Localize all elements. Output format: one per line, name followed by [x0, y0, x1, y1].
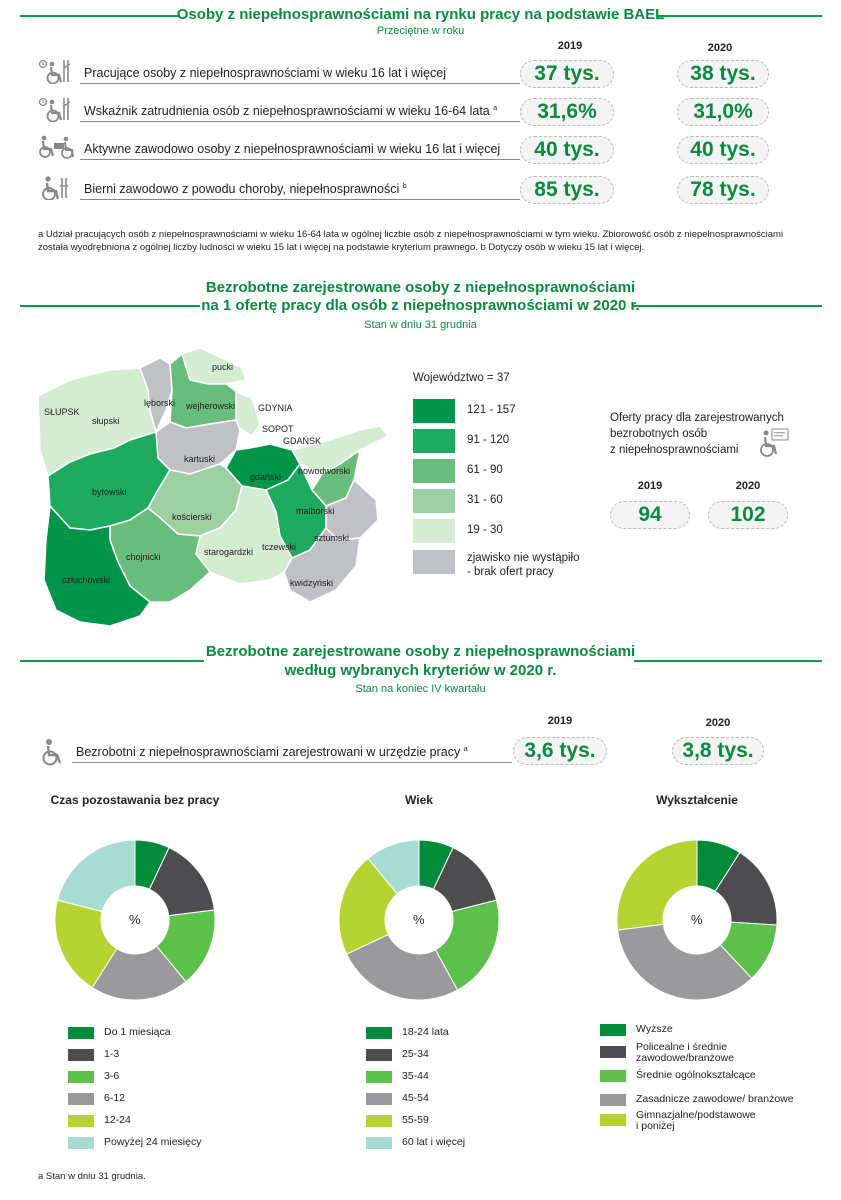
section1-row-underline: [80, 199, 520, 200]
map-legend-swatch: [413, 399, 455, 423]
map-label-nowodworski: nowodworski: [298, 466, 351, 476]
donut-legend-swatch: [600, 1070, 626, 1082]
section1-value-2020: 40 tys.: [677, 136, 769, 164]
map-label-czluchowski: człuchowski: [62, 575, 111, 585]
donut-title: Czas pozostawania bez pracy: [50, 793, 220, 807]
donut-legend-label: 60 lat i więcej: [402, 1136, 466, 1148]
donut-legend-label: Wyższe: [636, 1023, 673, 1035]
map-label-gdanski: gdański: [250, 472, 282, 482]
donut-legend-swatch: [366, 1049, 392, 1061]
inactive-wheelchair-icon: [38, 174, 74, 200]
section1-row-label: [84, 182, 407, 196]
section1-row-label: [84, 66, 446, 80]
map-legend-label: 19 - 30: [467, 524, 503, 536]
map-legend-label: 121 - 157: [467, 404, 516, 416]
section1-value-2020: 38 tys.: [677, 60, 769, 88]
employment-rate-icon: [38, 96, 74, 122]
section1-row-underline: [80, 121, 520, 122]
section3-subtitle: Stan na koniec IV kwartału: [355, 683, 486, 695]
donut-legend-swatch: [68, 1071, 94, 1083]
map-label-wejherowski: wejherowski: [186, 401, 236, 411]
donut-legend-label: 3-6: [104, 1070, 120, 1082]
donut-legend-swatch: [366, 1137, 392, 1149]
section1-footnote: [38, 228, 828, 254]
offers-year-2019: 2019: [637, 480, 663, 492]
donut-legend-swatch: [366, 1115, 392, 1127]
pomorskie-map: [30, 340, 390, 630]
map-legend-na-line2: - brak ofert pracy: [467, 566, 554, 578]
section1-value-2019: 40 tys.: [520, 136, 614, 164]
map-label-kwidzynski: kwidzyński: [290, 578, 334, 588]
donut-legend-swatch: [68, 1049, 94, 1061]
section1-value-2019: 85 tys.: [520, 176, 614, 204]
map-legend-swatch: [413, 459, 455, 483]
section1-year-2019: 2019: [557, 40, 583, 52]
section3-title-line1: Bezrobotne zarejestrowane osoby z niepełnosprawnościami: [205, 643, 636, 660]
donut-legend-label: 1-3: [104, 1048, 120, 1060]
map-label-sopot: SOPOT: [262, 424, 294, 434]
map-label-gdynia: GDYNIA: [258, 403, 293, 413]
map-label-malborski: malborski: [296, 506, 335, 516]
section1-row-label: [84, 104, 497, 118]
donut-legend-swatch: [366, 1071, 392, 1083]
donut-legend-label: Do 1 miesiąca: [104, 1026, 171, 1038]
map-legend-swatch: [413, 519, 455, 543]
map-label-leborski: lęborski: [144, 398, 176, 408]
section1-value-2019: 31,6%: [520, 98, 614, 126]
donut-legend-label: 6-12: [104, 1092, 126, 1104]
unemployed-wheelchair-icon: [40, 738, 66, 766]
map-legend-na-line1: zjawisko nie wystąpiło: [467, 552, 580, 564]
section1-row-underline: [80, 159, 520, 160]
donut-legend-swatch: [68, 1027, 94, 1039]
section1-year-2020: 2020: [707, 42, 733, 54]
donut-legend-swatch: [68, 1093, 94, 1105]
section2-subtitle: Stan w dniu 31 grudnia: [364, 319, 477, 331]
donut-legend-label: 45-54: [402, 1092, 429, 1104]
section1-footnote-line1: a Udział pracujących osób z niepełnosprawnościami w wieku 16-64 lata w ogólnej liczbie osób z niepełnosprawnościami w tym wieku. Zbiorowość osób z niepełnosprawnościami: [38, 229, 784, 240]
offers-caption-line1: Oferty pracy dla zarejestrowanych: [610, 412, 784, 424]
section2-title-line2: na 1 ofertę pracy dla osób z niepełnosprawnościami w 2020 r.: [201, 297, 640, 314]
donut-legend-swatch: [68, 1137, 94, 1149]
map-legend-swatch: [413, 429, 455, 453]
unemployed-row-sup: a: [463, 745, 468, 753]
offers-year-2020: 2020: [735, 480, 761, 492]
section1-row-underline: [80, 83, 520, 84]
donut-legend-label: Policealne i średnie zawodowe/branżowe: [636, 1041, 735, 1064]
section1-footnote-line2: została wyodrębniona z ogólnej liczby ludności w wieku 15 lat i więcej na podstawie kryterium prawnego. b Dotyczy osób w wieku 15 lat i więcej.: [38, 242, 645, 253]
section1-row-label-text: Wskaźnik zatrudnienia osób z niepełnosprawnościami w wieku 16-64 lata: [84, 104, 490, 118]
donut-legend-label: Średnie ogólnokształcące: [636, 1069, 756, 1081]
donut-legend-label: 18-24 lata: [402, 1026, 449, 1038]
section1-row-label-text: Aktywne zawodowo osoby z niepełnosprawnościami w wieku 16 lat i więcej: [84, 142, 501, 156]
section3-footnote: a Stan w dniu 31 grudnia.: [38, 1171, 146, 1182]
map-label-tczewski: tczewski: [262, 542, 297, 552]
offers-caption-line2: bezrobotnych osób: [610, 428, 708, 440]
donut-center-label: %: [691, 912, 703, 927]
donut-legend-swatch: [600, 1114, 626, 1126]
donut-slice: [58, 840, 135, 912]
donut-center-label: %: [413, 912, 425, 927]
offers-value-2019: 94: [610, 501, 690, 529]
map-label-koscierski: kościerski: [172, 512, 212, 522]
map-label-chojnicki: chojnicki: [126, 552, 161, 562]
donut-slice: [617, 840, 697, 930]
offers-value-2020: 102: [708, 501, 788, 529]
donut-legend-label: 12-24: [104, 1114, 131, 1126]
map-label-slupsk: SŁUPSK: [44, 407, 80, 417]
map-voivodeship-value: Województwo = 37: [413, 372, 510, 384]
donut-title: Wiek: [405, 793, 433, 807]
map-label-kartuski: kartuski: [184, 454, 216, 464]
offers-caption-line3: z niepełnosprawnościami: [610, 444, 739, 456]
section3-year-2019: 2019: [547, 715, 573, 727]
section1-row-sup: b: [402, 182, 407, 190]
donut-legend-swatch: [366, 1027, 392, 1039]
unemployed-value-2019: 3,6 tys.: [513, 737, 607, 765]
donut-center-label: %: [129, 912, 141, 927]
section2-title-line1: Bezrobotne zarejestrowane osoby z niepełnosprawnościami: [205, 279, 636, 296]
donut-legend-swatch: [600, 1024, 626, 1036]
section1-title: Osoby z niepełnosprawnościami na rynku pracy na podstawie BAEL: [176, 6, 665, 23]
map-legend-label: 91 - 120: [467, 434, 510, 446]
donut-legend-label: 55-59: [402, 1114, 429, 1126]
section1-value-2020: 78 tys.: [677, 176, 769, 204]
donut-legend-label: 35-44: [402, 1070, 429, 1082]
unemployed-value-2020: 3,8 tys.: [672, 737, 764, 765]
donut-legend-swatch: [68, 1115, 94, 1127]
donut-legend-label: Gimnazjalne/podstawowe i poniżej: [636, 1109, 756, 1132]
section1-value-2019: 37 tys.: [520, 60, 614, 88]
map-legend-label: 61 - 90: [467, 464, 503, 476]
map-legend-label: 31 - 60: [467, 494, 503, 506]
map-label-gdansk: GDAŃSK: [283, 436, 322, 446]
unemployed-row-underline: [72, 762, 512, 763]
section1-row-sup: a: [493, 104, 498, 112]
unemployed-row-label: [76, 745, 468, 759]
donut-legend-label: 25-34: [402, 1048, 429, 1060]
map-label-bytowski: bytowski: [92, 487, 127, 497]
working-wheelchair-icon: [38, 58, 74, 84]
wheelchair-offers-icon: [758, 428, 790, 458]
section1-row-label-text: Bierni zawodowo z powodu choroby, niepełnosprawności: [84, 182, 400, 196]
section3-year-2020: 2020: [705, 717, 731, 729]
active-worker-icon: [38, 134, 74, 160]
map-legend-swatch-na: [413, 550, 455, 574]
map-label-starogardzki: starogardzki: [204, 547, 254, 557]
section1-value-2020: 31,0%: [677, 98, 769, 126]
unemployed-row-label-text: Bezrobotni z niepełnosprawnościami zarejestrowani w urzędzie pracy: [76, 745, 461, 759]
map-label-slupski: słupski: [92, 416, 120, 426]
donut-legend-swatch: [366, 1093, 392, 1105]
donut-title: Wykształcenie: [656, 793, 738, 807]
donut-legend-swatch: [600, 1046, 626, 1058]
section1-row-label: [84, 142, 500, 156]
donut-legend-label: Powyżej 24 miesięcy: [104, 1136, 202, 1148]
donut-legend-label: Zasadnicze zawodowe/ branżowe: [636, 1093, 794, 1105]
section1-subtitle: Przeciętne w roku: [376, 25, 465, 37]
section3-title-line2: według wybranych kryteriów w 2020 r.: [284, 662, 557, 679]
section1-row-label-text: Pracujące osoby z niepełnosprawnościami w wieku 16 lat i więcej: [84, 66, 446, 80]
map-label-pucki: pucki: [212, 362, 234, 372]
map-label-sztumski: sztumski: [314, 533, 350, 543]
donut-legend-swatch: [600, 1094, 626, 1106]
map-legend-swatch: [413, 489, 455, 513]
